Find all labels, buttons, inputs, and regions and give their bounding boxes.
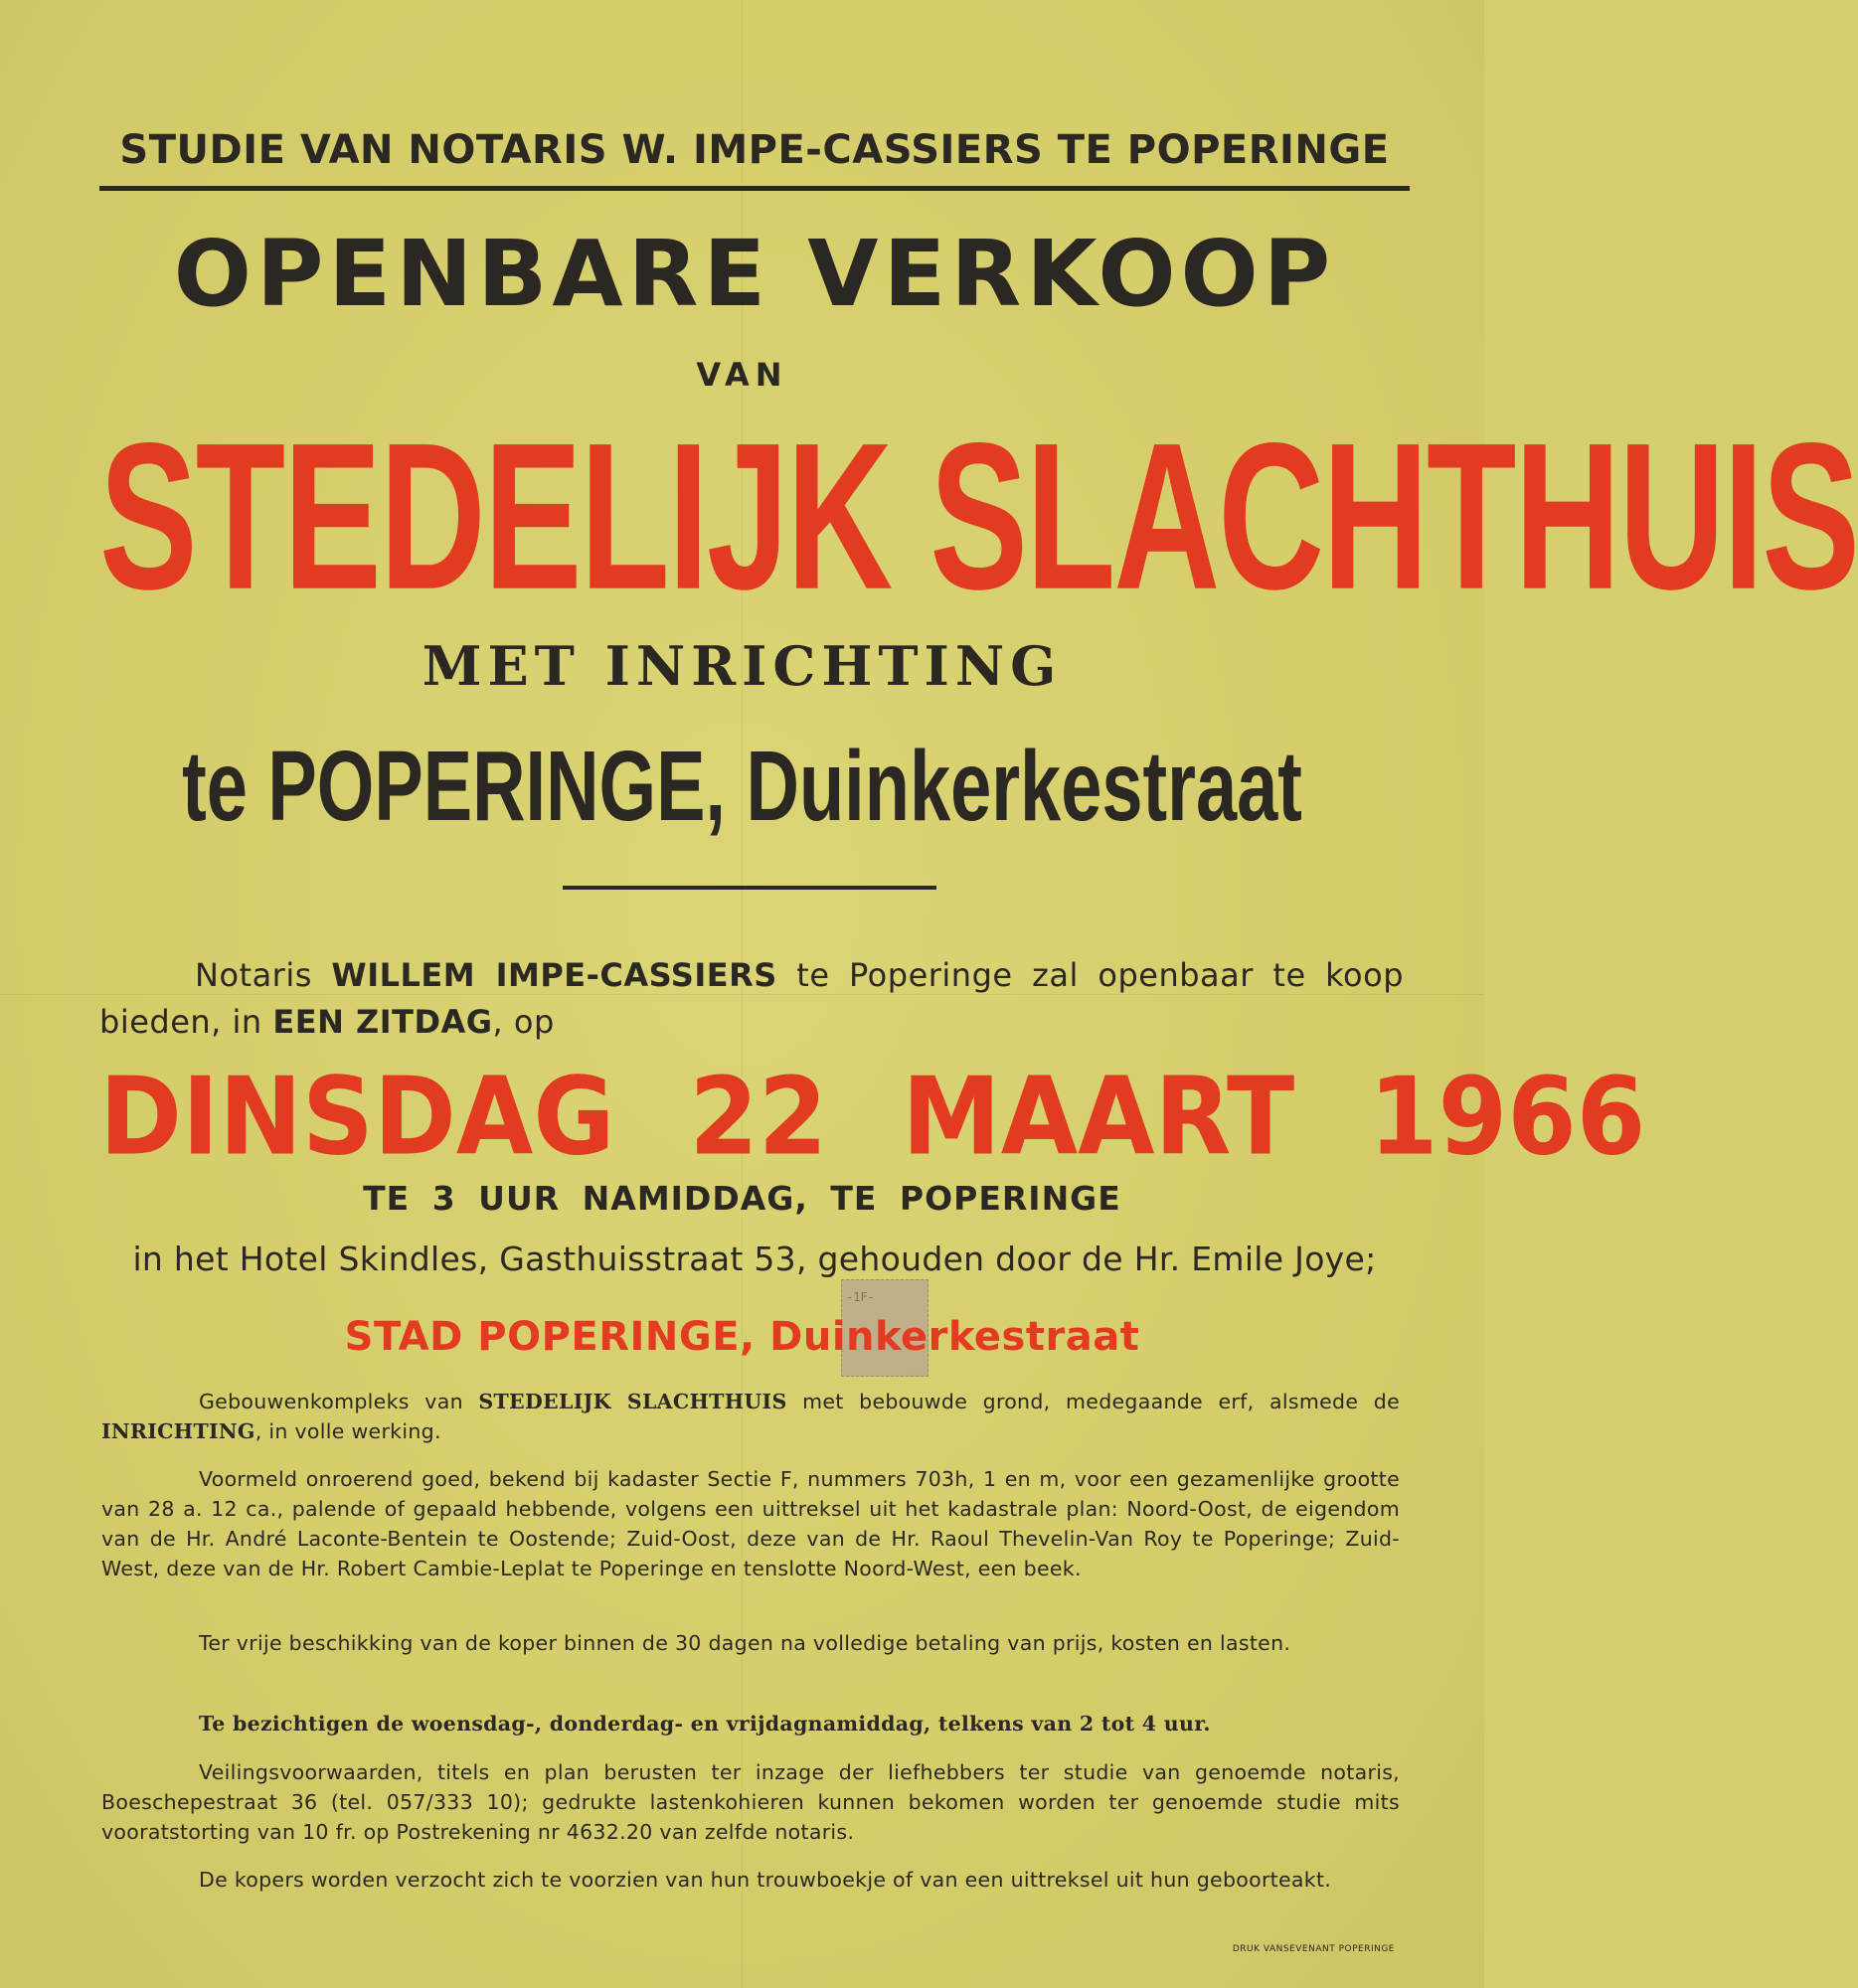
lot-paragraph-2 xyxy=(101,1464,1400,1583)
lot-paragraph-5 xyxy=(101,1757,1400,1847)
paragraph-text: , in volle werking. xyxy=(254,1419,441,1443)
sale-venue: in het Hotel Skindles, Gasthuisstraat 53, gehouden door de Hr. Emile Joye; xyxy=(132,1240,1377,1278)
title-openbare-verkoop: OPENBARE VERKOOP xyxy=(173,221,1336,327)
sale-time: TE 3 UUR NAMIDDAG, TE POPERINGE xyxy=(363,1179,1121,1218)
intro-paragraph xyxy=(99,952,1404,1046)
printer-credit: DRUK VANSEVENANT POPERINGE xyxy=(1232,1944,1395,1954)
sale-date: DINSDAG 22 MAART 1966 xyxy=(99,1054,1646,1180)
lot-paragraph-3 xyxy=(101,1628,1400,1658)
lot-paragraph-4 xyxy=(101,1709,1400,1739)
title-location: te POPERINGE, Duinkerkestraat xyxy=(182,730,1302,842)
header-rule xyxy=(99,186,1410,191)
tax-stamp-text: -1F- xyxy=(846,1290,875,1304)
intro-text: , op xyxy=(492,1003,555,1041)
lot-heading: STAD POPERINGE, Duinkerkestraat xyxy=(344,1314,1140,1360)
intro-text: te Poperinge zal openbaar te koop bieden, in xyxy=(99,956,1405,1041)
title-stedelijk-slachthuis: STEDELIJK SLACHTHUIS xyxy=(99,400,1858,634)
paragraph-emphasis: INRICHTING xyxy=(101,1419,255,1443)
lot-paragraph-1 xyxy=(101,1387,1400,1446)
notary-office-header: STUDIE VAN NOTARIS W. IMPE-CASSIERS TE POPERINGE xyxy=(119,127,1390,173)
paragraph-emphasis: STEDELIJK SLACHTHUIS xyxy=(478,1390,787,1413)
paragraph-text: met bebouwde grond, medegaande erf, alsmede de xyxy=(786,1390,1400,1413)
paragraph-text: Voormeld onroerend goed, bekend bij kadaster Sectie F, nummers 703h, 1 en m, voor een gezamenlijke grootte van 28 a. 12 ca., palende of gepaald hebbende, volgens een uittreksel uit het kadastrale plan: Noord-Oost, de eigendom van de Hr. André Laconte-Bentein te Oostende; Zuid-Oost, deze van de Hr. Raoul Thevelin-Van Roy te Poperinge; Zuid-West, deze van de Hr. Robert Cambie-Leplat te Poperinge en tenslotte Noord-West, een beek. xyxy=(101,1467,1400,1580)
paragraph-text: Te bezichtigen de woensdag-, donderdag- en vrijdagnamiddag, telkens van 2 tot 4 uur. xyxy=(199,1712,1211,1736)
title-met-inrichting: MET INRICHTING xyxy=(422,634,1063,698)
paragraph-text: Veilingsvoorwaarden, titels en plan berusten ter inzage der liefhebbers ter studie van genoemde notaris, Boeschepestraat 36 (tel. 057/333 10); gedrukte lastenkohieren kunnen bekomen worden ter genoemde studie mits vooratstorting van 10 fr. op Postrekening nr 4632.20 van zelfde notaris. xyxy=(101,1760,1400,1844)
paragraph-text: Gebouwenkompleks van xyxy=(199,1390,479,1413)
lot-paragraph-6 xyxy=(101,1865,1400,1895)
title-van: VAN xyxy=(696,356,788,394)
paragraph-text: Ter vrije beschikking van de koper binnen de 30 dagen na volledige betaling van prijs, kosten en lasten. xyxy=(199,1631,1291,1655)
divider-rule xyxy=(563,886,936,890)
intro-text: Notaris xyxy=(195,956,332,994)
notary-name: WILLEM IMPE-CASSIERS xyxy=(331,956,777,994)
sale-session: EEN ZITDAG xyxy=(272,1003,493,1041)
paragraph-text: De kopers worden verzocht zich te voorzien van hun trouwboekje of van een uittreksel uit hun geboorteakt. xyxy=(199,1868,1332,1892)
